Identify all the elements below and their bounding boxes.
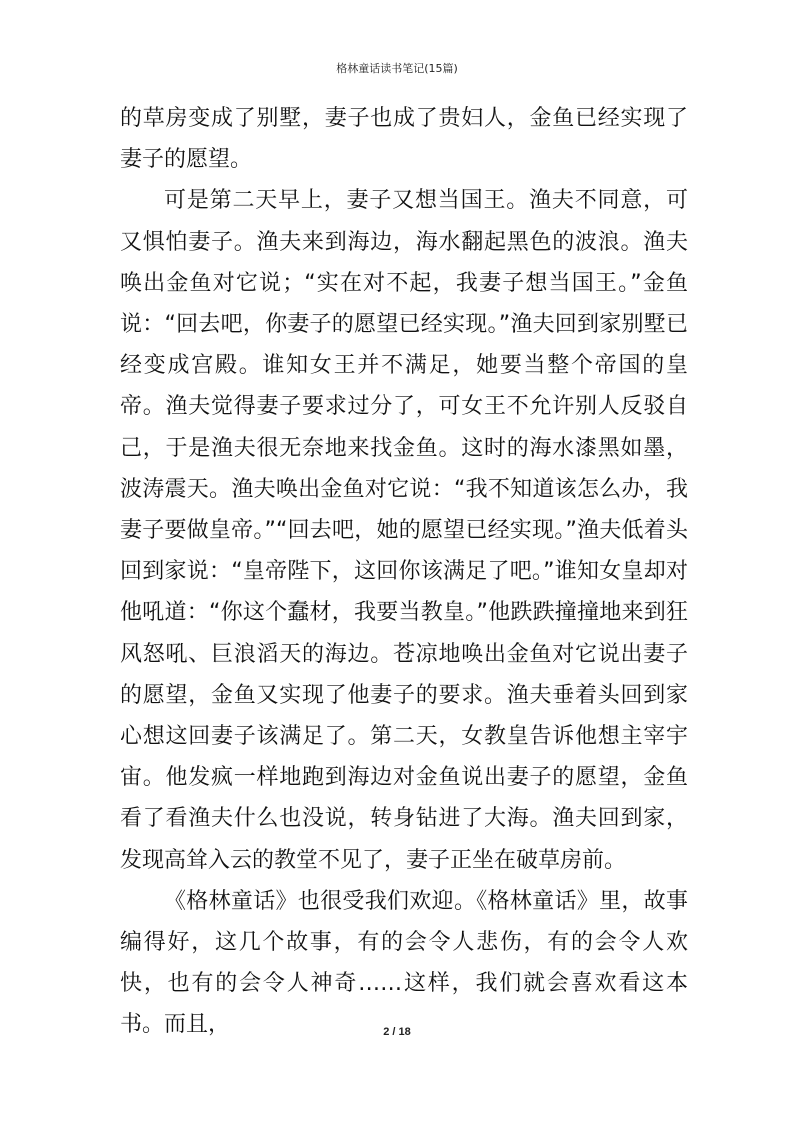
document-body bbox=[120, 98, 688, 1046]
paragraph-opinion: 《格林童话》也很受我们欢迎。《格林童话》里，故事编得好，这几个故事，有的会令人悲伤，有的会令人欢快，也有的会令人神奇……这样，我们就会喜欢看这本书。而且， bbox=[120, 888, 688, 1038]
page-number: 2 / 18 bbox=[383, 1026, 411, 1038]
paragraph-story: 可是第二天早上，妻子又想当国王。渔夫不同意，可又惧怕妻子。渔夫来到海边，海水翻起黑色的波浪。渔夫唤出金鱼对它说；“实在对不起，我妻子想当国王。”金鱼说：“回去吧，你妻子的愿望已经实现。”渔夫回到家别墅已经变成宫殿。谁知女王并不满足，她要当整个帝国的皇帝。渔夫觉得妻子要求过分了，可女王不允许别人反驳自己，于是渔夫很无奈地来找金鱼。这时的海水漆黑如墨，波涛震天。渔夫唤出金鱼对它说：“我不知道该怎么办，我妻子要做皇帝。”“回去吧，她的愿望已经实现。”渔夫低着头回到家说：“皇帝陛下，这回你该满足了吧。”谁知女皇却对他吼道：“你这个蠢材，我要当教皇。”他跌跌撞撞地来到狂风怒吼、巨浪滔天的海边。苍凉地唤出金鱼对它说出妻子的愿望，金鱼又实现了他妻子的要求。渔夫垂着头回到家心想这回妻子该满足了。第二天，女教皇告诉他想主宰宇宙。他发疯一样地跑到海边对金鱼说出妻子的愿望，金鱼看了看渔夫什么也没说，转身钻进了大海。渔夫回到家，发现高耸入云的教堂不见了，妻子正坐在破草房前。 bbox=[120, 188, 688, 873]
paragraph-continuation: 的草房变成了别墅，妻子也成了贵妇人，金鱼已经实现了妻子的愿望。 bbox=[120, 106, 688, 173]
page-header-title: 格林童话读书笔记(15篇) bbox=[336, 62, 458, 75]
